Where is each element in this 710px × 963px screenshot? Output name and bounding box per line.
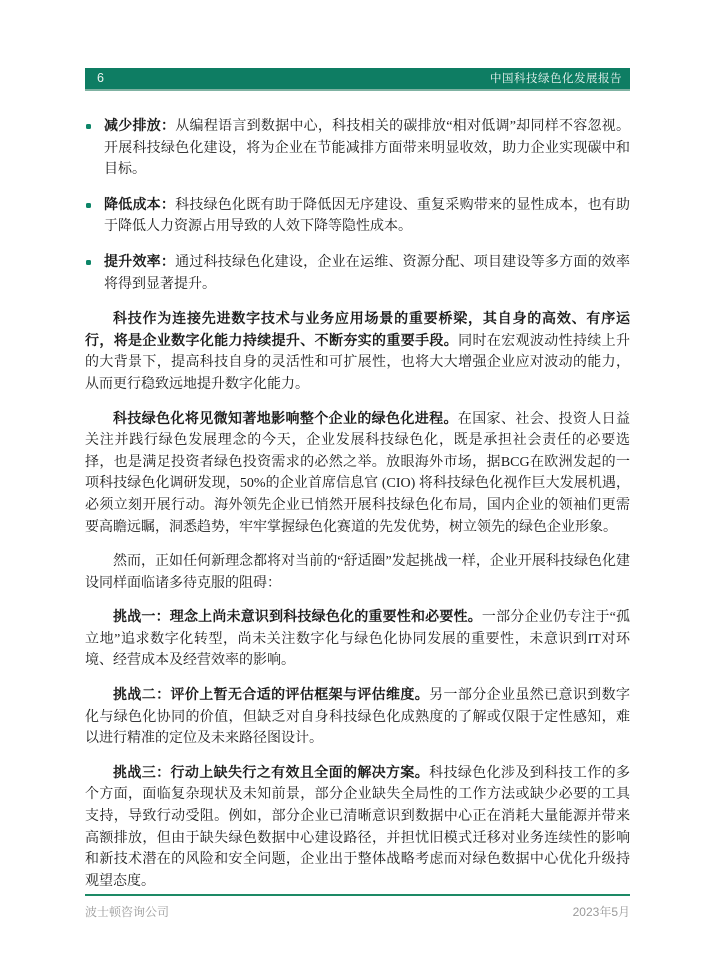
- bullet-text: 从编程语言到数据中心，科技相关的碳排放“相对低调”却同样不容忽视。开展科技绿色化建设，将为企业在节能减排方面带来明显收效，助力企业实现碳中和目标。: [104, 119, 630, 178]
- paragraph-body: 同时在宏观波动性持续上升的大背景下，提高科技自身的灵活性和可扩展性，也将大大增强企业应对波动的能力，从而更行稳致远地提升数字化能力。: [85, 333, 631, 392]
- paragraph-body: 另一部分企业虽然已意识到数字化与绿色化协同的价值，但缺乏对自身科技绿色化成熟度的了解或仅限于定性感知，难以进行精准的定位及未来路径图设计。: [85, 688, 630, 747]
- bullet-text: 通过科技绿色化建设，企业在运维、资源分配、项目建设等多方面的效率将得到显著提升。: [104, 254, 631, 292]
- paragraph-tech-bridge: [85, 309, 630, 395]
- paragraph-body: 在国家、社会、投资人日益关注并践行绿色发展理念的今天，企业发展科技绿色化，既是承担社会责任的必要选择，也是满足投资者绿色投资需求的必然之举。放眼海外市场，据BCG在欧洲发起的一项科技绿色化调研发现，50%的企业首席信息官 (CIO) 将科技绿色化视作巨大发展机遇，必须立刻开展行动。海外领先企业已悄然开展科技绿色化布局，国内企业的领袖们更需要高瞻远瞩，洞悉趋势，牢牢掌握绿色化赛道的先发优势，树立领先的绿色企业形象。: [85, 411, 631, 535]
- paragraph-body: 科技绿色化涉及到科技工作的多个方面，面临复杂现状及未知前景，部分企业缺失全局性的工作方法或缺少必要的工具支持，导致行动受阻。例如，部分企业已清晰意识到数据中心正在消耗大量能源并带来高额排放，但由于缺失绿色数据中心建设路径，并担忧旧模式迁移对业务连续性的影响和新技术潜在的风险和安全问题，企业出于整体战略考虑而对绿色数据中心优化升级持观望态度。: [85, 765, 630, 889]
- paragraph-green-progress: [85, 409, 630, 539]
- bullet-label: 降低成本：: [104, 197, 176, 213]
- page-content: [85, 116, 630, 905]
- paragraph-body: 然而，正如任何新理念都将对当前的“舒适圈”发起挑战一样，企业开展科技绿色化建设同样面临诸多待克服的阻碍：: [85, 554, 630, 591]
- page-footer: [85, 903, 630, 920]
- paragraph-lead: 挑战二：评价上暂无合适的评估框架与评估维度。: [113, 688, 430, 704]
- paragraph-challenge-1: [85, 607, 630, 672]
- paragraph-challenge-3: [85, 763, 630, 893]
- page-header-bar: [85, 68, 630, 91]
- list-item-improve-efficiency: [85, 252, 630, 295]
- bullet-label: 减少排放：: [104, 119, 176, 134]
- paragraph-challenge-2: [85, 685, 630, 750]
- report-title: 中国科技绿色化发展报告: [490, 72, 622, 85]
- bullet-icon: [86, 203, 91, 208]
- paragraph-however: [85, 551, 630, 594]
- paragraph-lead: 科技绿色化将见微知著地影响整个企业的绿色化进程。: [113, 411, 458, 427]
- bullet-icon: [86, 124, 91, 129]
- bullet-icon: [86, 260, 91, 265]
- bullet-list: [85, 116, 630, 295]
- footer-date: 2023年5月: [572, 905, 630, 919]
- paragraph-lead: 科技作为连接先进数字技术与业务应用场景的重要桥梁，其自身的高效、有序运行，将是企业数字化能力持续提升、不断夯实的重要手段。: [85, 312, 630, 349]
- page-number: 6: [97, 70, 104, 85]
- list-item-reduce-emissions: [85, 116, 630, 181]
- footer-company: 波士顿咨询公司: [85, 905, 170, 919]
- paragraph-body: 一部分企业仍专注于“孤立地”追求数字化转型，尚未关注数字化与绿色化协同发展的重要性，未意识到IT对环境、经营成本及经营效率的影响。: [85, 610, 631, 669]
- list-item-lower-costs: [85, 195, 630, 238]
- bullet-label: 提升效率：: [104, 254, 176, 270]
- footer-divider: [85, 894, 630, 896]
- paragraph-lead: 挑战一：理念上尚未意识到科技绿色化的重要性和必要性。: [113, 610, 482, 626]
- paragraph-lead: 挑战三：行动上缺失行之有效且全面的解决方案。: [113, 765, 430, 781]
- bullet-text: 科技绿色化既有助于降低因无序建设、重复采购带来的显性成本，也有助于降低人力资源占用导致的人效下降等隐性成本。: [104, 197, 631, 235]
